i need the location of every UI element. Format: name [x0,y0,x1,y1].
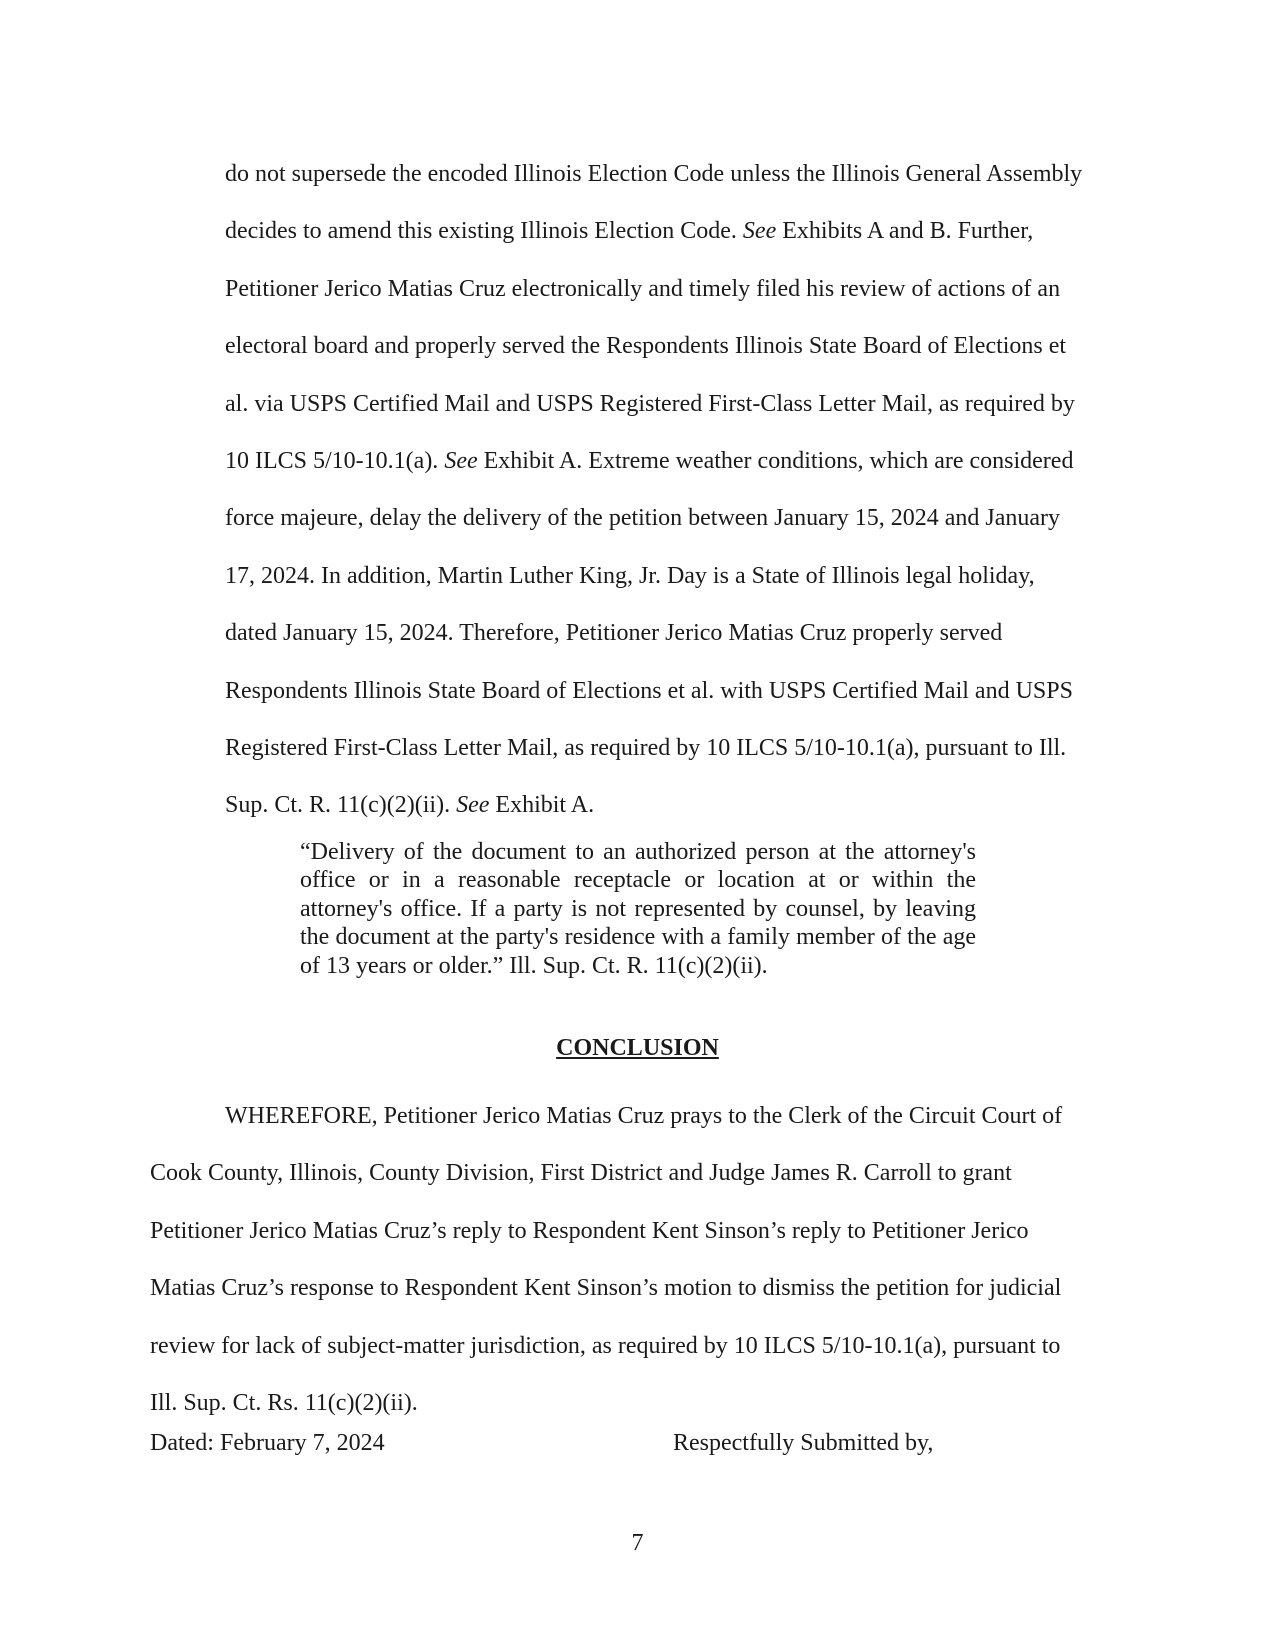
body-paragraph [225,146,1125,835]
body-line: Petitioner Jerico Matias Cruz electronically and timely filed his review of actions of an [225,275,1061,302]
conclusion-paragraph [150,1088,1130,1432]
section-heading: CONCLUSION [556,1035,719,1061]
body-line-text: 10 ILCS 5/10-10.1(a). [225,447,445,474]
conclusion-line: review for lack of subject-matter jurisdiction, as required by 10 ILCS 5/10-10.1(a), pursuant to [150,1332,1061,1359]
body-line: Respondents Illinois State Board of Elections et al. with USPS Certified Mail and USPS [225,677,1073,704]
see-signal: See [742,218,777,245]
body-line [225,433,1125,490]
page-number: 7 [631,1530,644,1556]
dated-line: Dated: February 7, 2024 [150,1430,385,1456]
body-line-text: Exhibits A and B. Further, [776,218,1034,245]
conclusion-line: Petitioner Jerico Matias Cruz’s reply to Respondent Kent Sinson’s reply to Petitioner Jerico [150,1217,1029,1244]
body-line-text: Exhibit A. [489,792,595,819]
body-line-text: Sup. Ct. R. 11(c)(2)(ii). [225,792,457,819]
conclusion-line: WHEREFORE, Petitioner Jerico Matias Cruz prays to the Clerk of the Circuit Court of [225,1103,1063,1129]
body-line [225,777,1125,834]
body-line: al. via USPS Certified Mail and USPS Registered First-Class Letter Mail, as required by [225,390,1075,417]
conclusion-line: Matias Cruz’s response to Respondent Kent Sinson’s motion to dismiss the petition for judicial [150,1275,1062,1302]
body-line: Registered First-Class Letter Mail, as required by 10 ILCS 5/10-10.1(a), pursuant to Ill. [225,734,1067,761]
conclusion-line: Ill. Sup. Ct. Rs. 11(c)(2)(ii). [150,1389,418,1416]
see-signal: See [444,447,478,474]
body-line-text: decides to amend this existing Illinois Election Code. [225,218,743,245]
body-line: do not supersede the encoded Illinois Election Code unless the Illinois General Assembly [225,161,1083,187]
body-line [225,203,1125,260]
body-line: dated January 15, 2024. Therefore, Petitioner Jerico Matias Cruz properly served [225,620,1003,647]
body-line: electoral board and properly served the Respondents Illinois State Board of Elections et [225,333,1067,360]
body-line-text: Exhibit A. Extreme weather conditions, which are considered [477,447,1074,474]
block-quote: “Delivery of the document to an authorized person at the attorney's office or in a reasonable receptacle or location at or within the attorney's office. If a party is not represented by counsel, by leaving the document at the party's residence with a family member of the age of 13 years or older.” Ill. Sup. Ct. R. 11(c)(2)(ii). [300,839,976,979]
see-signal: See [456,792,490,819]
body-line: 17, 2024. In addition, Martin Luther King, Jr. Day is a State of Illinois legal holiday, [225,562,1035,589]
submitted-by-line: Respectfully Submitted by, [673,1430,934,1456]
conclusion-line: Cook County, Illinois, County Division, First District and Judge James R. Carroll to grant [150,1160,1012,1187]
body-line: force majeure, delay the delivery of the petition between January 15, 2024 and January [225,505,1061,532]
